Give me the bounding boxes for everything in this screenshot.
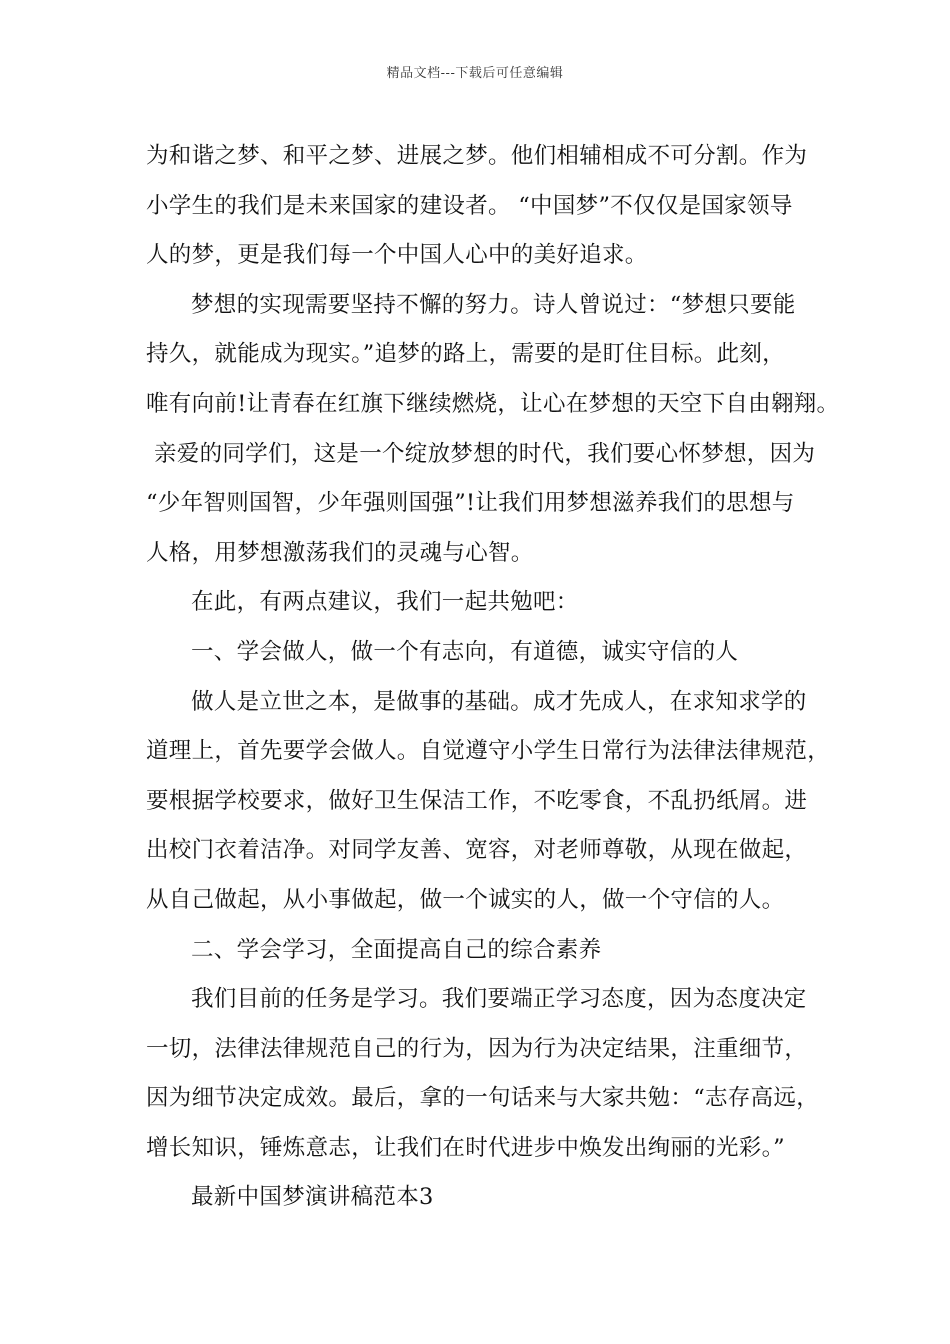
text-line: 做人是立世之本，是做事的基础。成才先成人，在求知求学的 [191,688,807,715]
text-line: 因为细节决定成效。最后，拿的一句话来与大家共勉：“志存高远， [146,1085,820,1112]
text-line: 要根据学校要求，做好卫生保洁工作，不吃零食，不乱扔纸屑。进 [146,787,808,814]
text-line: 梦想的实现需要坚持不懈的努力。诗人曾说过：“梦想只要能 [191,291,796,318]
text-line: 道理上，首先要学会做人。自觉遵守小学生日常行为法律法律规范， [146,738,831,765]
section-heading: 一、学会做人，做一个有志向，有道德，诚实守信的人 [191,638,739,665]
section-title: 最新中国梦演讲稿范本3 [191,1184,434,1211]
text-line: 出校门衣着洁净。对同学友善、宽容，对老师尊敬，从现在做起， [146,837,808,864]
text-line: 唯有向前!让青春在红旗下继续燃烧，让心在梦想的天空下自由翱翔。 [146,390,840,417]
text-line: 持久，就能成为现实。”追梦的路上，需要的是盯住目标。此刻， [146,341,785,368]
text-line: 一切，法律法律规范自己的行为，因为行为决定结果，注重细节， [146,1035,808,1062]
text-line: “少年智则国智，少年强则国强”!让我们用梦想滋养我们的思想与 [146,490,795,517]
text-line: 小学生的我们是未来国家的建设者。 “中国梦”不仅仅是国家领导 [146,192,793,219]
document-body [146,132,840,1223]
page-header: 精品文档---下载后可任意编辑 [386,66,564,81]
text-line: 增长知识，锤炼意志，让我们在时代进步中焕发出绚丽的光彩。” [146,1134,785,1161]
text-line: 人格，用梦想激荡我们的灵魂与心智。 [146,539,534,566]
text-line: 在此，有两点建议，我们一起共勉吧： [191,589,579,616]
text-line: 为和谐之梦、和平之梦、进展之梦。他们相辅相成不可分割。作为 [146,143,808,169]
text-line: 亲爱的同学们，这是一个绽放梦想的时代，我们要心怀梦想，因为 [154,440,816,467]
section-heading: 二、学会学习，全面提高自己的综合素养 [191,936,602,963]
text-line: 从自己做起，从小事做起，做一个诚实的人，做一个守信的人。 [146,886,785,913]
text-line: 人的梦，更是我们每一个中国人心中的美好追求。 [146,242,648,269]
text-line: 我们目前的任务是学习。我们要端正学习态度，因为态度决定 [191,986,807,1013]
